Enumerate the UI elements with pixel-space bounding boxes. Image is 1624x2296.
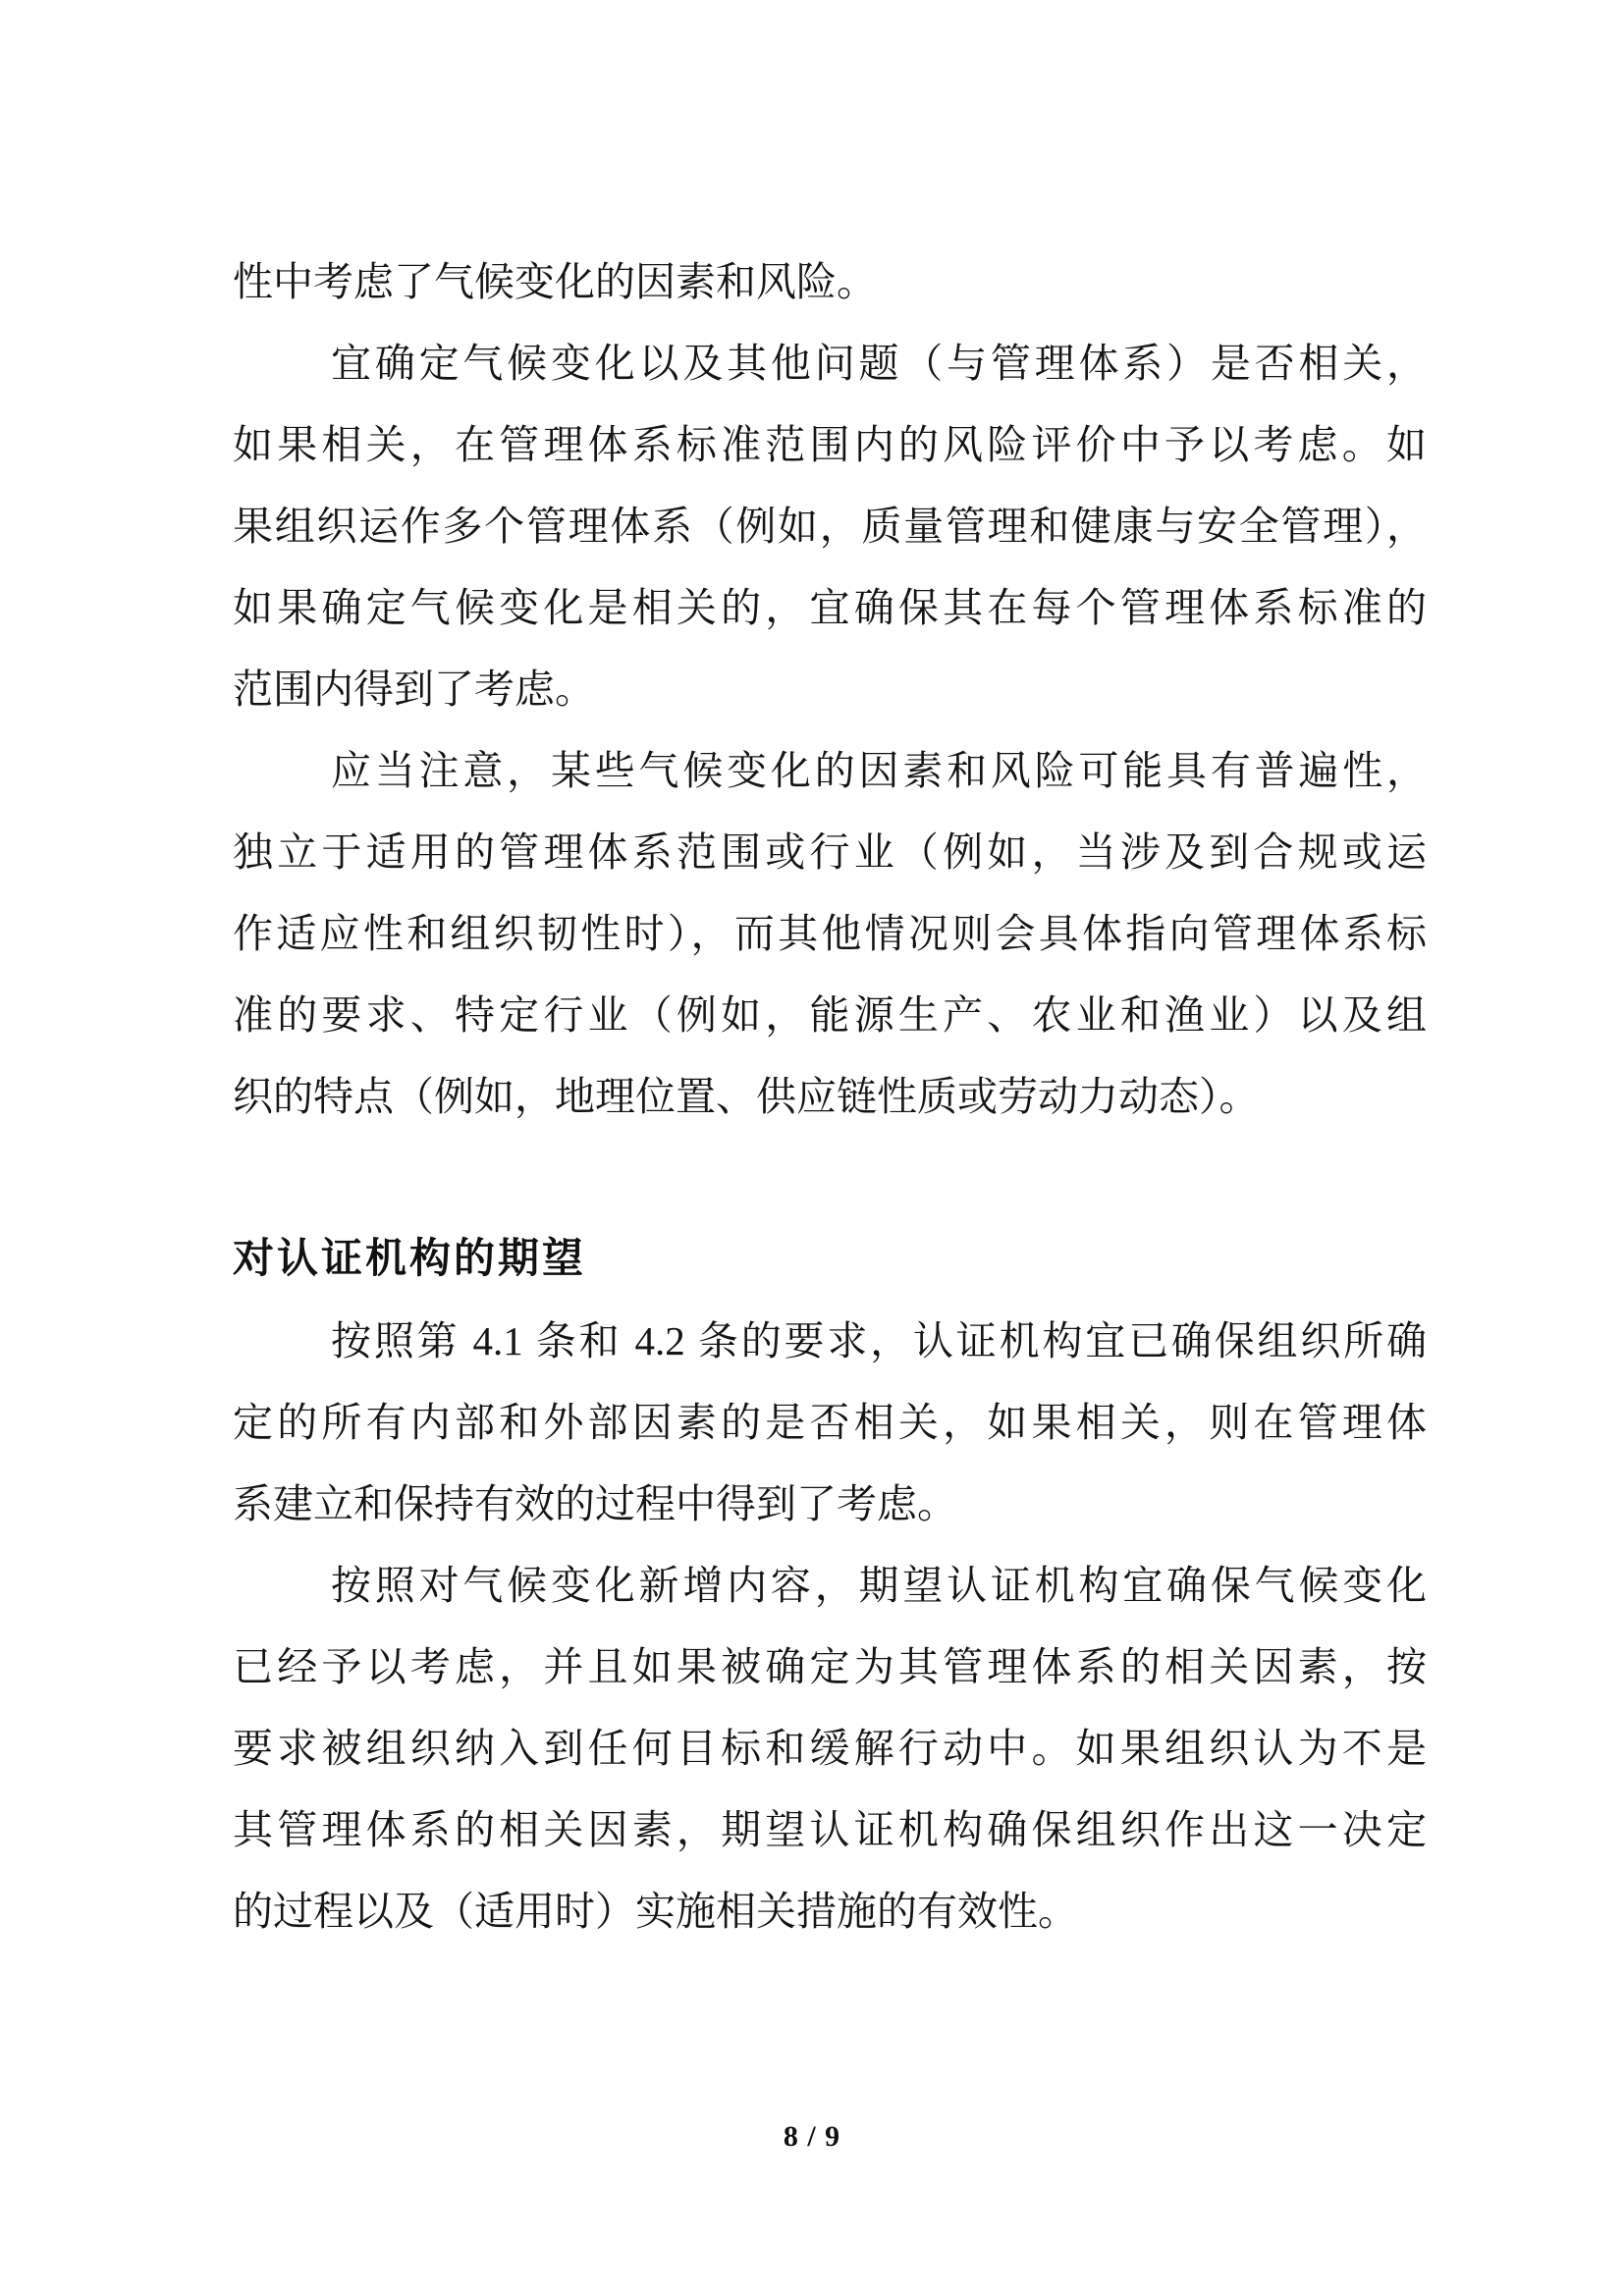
document-body xyxy=(233,241,1427,1952)
text-line: 应当注意，某些气候变化的因素和风险可能具有普遍性， xyxy=(331,748,1427,793)
text-line: 独立于适用的管理体系范围或行业（例如，当涉及到合规或运 xyxy=(233,829,1427,875)
text-line: 织的特点（例如，地理位置、供应链性质或劳动力动态）。 xyxy=(233,1074,1260,1119)
text-line: 其管理体系的相关因素，期望认证机构确保组织作出这一决定 xyxy=(233,1807,1427,1852)
paragraph xyxy=(233,323,1427,730)
paragraph xyxy=(233,730,1427,1138)
text-line: 要求被组织纳入到任何目标和缓解行动中。如果组织认为不是 xyxy=(233,1726,1427,1771)
text-line: 果组织运作多个管理体系（例如，质量管理和健康与安全管理）， xyxy=(233,504,1427,549)
text-line: 按照第 4.1 条和 4.2 条的要求，认证机构宜已确保组织所确 xyxy=(331,1318,1427,1363)
section-heading: 对认证机构的期望 xyxy=(233,1237,587,1282)
text-line: 如果确定气候变化是相关的，宜确保其在每个管理体系标准的 xyxy=(233,585,1427,630)
text-line: 作适应性和组织韧性时），而其他情况则会具体指向管理体系标 xyxy=(233,911,1427,956)
text-line: 准的要求、特定行业（例如，能源生产、农业和渔业）以及组 xyxy=(233,992,1427,1038)
paragraph xyxy=(233,1545,1427,1952)
text-line: 定的所有内部和外部因素的是否相关，如果相关，则在管理体 xyxy=(233,1400,1427,1445)
text-line: 系建立和保持有效的过程中得到了考虑。 xyxy=(233,1481,957,1526)
paragraph xyxy=(233,241,1427,323)
text-line: 性中考虑了气候变化的因素和风险。 xyxy=(233,259,877,304)
text-line: 范围内得到了考虑。 xyxy=(233,667,595,712)
text-line: 如果相关，在管理体系标准范围内的风险评价中予以考虑。如 xyxy=(233,422,1427,467)
paragraph xyxy=(233,1301,1427,1545)
text-line: 的过程以及（适用时）实施相关措施的有效性。 xyxy=(233,1889,1078,1934)
page-number: 8 / 9 xyxy=(783,2120,841,2153)
text-line: 按照对气候变化新增内容，期望认证机构宜确保气候变化 xyxy=(331,1563,1427,1608)
page-footer xyxy=(0,2120,1624,2154)
text-line: 宜确定气候变化以及其他问题（与管理体系）是否相关， xyxy=(331,341,1427,386)
text-line: 已经予以考虑，并且如果被确定为其管理体系的相关因素，按 xyxy=(233,1644,1427,1689)
